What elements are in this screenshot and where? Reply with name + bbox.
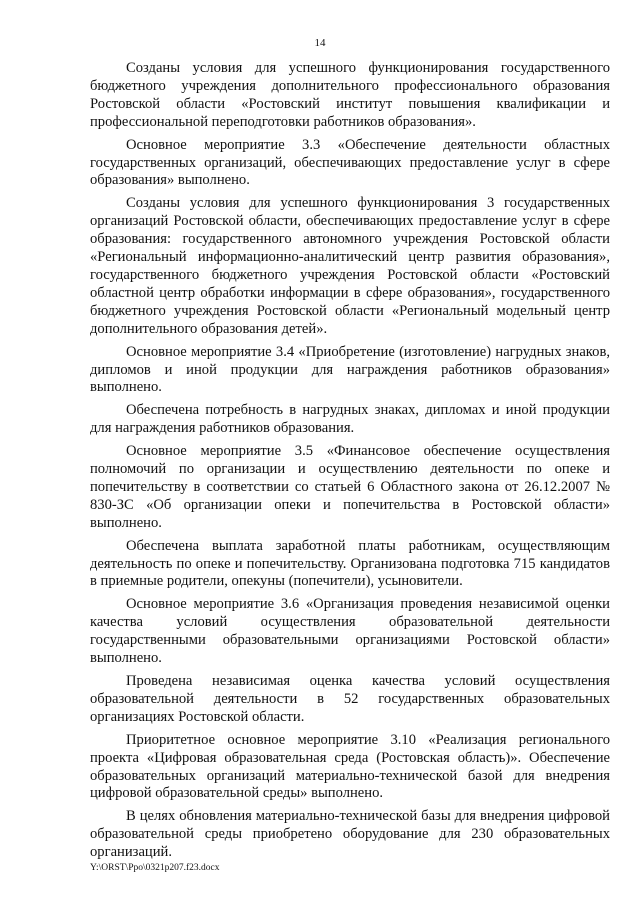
paragraph: Основное мероприятие 3.6 «Организация проведения независимой оценки качества условий осуществления образовательной деятельности государственными образовательными организациями Ростовской области» выполнено. xyxy=(90,596,610,667)
paragraph: Созданы условия для успешного функционирования 3 государственных организаций Ростовской области, обеспечивающих предоставление услуг в сфере образования: государственного автономного учреждения Ростовской области «Региональный информационно-аналитический центр развития образования», государственного бюджетного учреждения Ростовской области «Ростовский областной центр обработки информации в сфере образования», государственного бюджетного учреждения Ростовской области «Региональный модельный центр дополнительного образования детей». xyxy=(90,195,610,337)
paragraph: Созданы условия для успешного функционирования государственного бюджетного учреждения дополнительного профессионального образования Ростовской области «Ростовский институт повышения квалификации и профессиональной переподготовки работников образования». xyxy=(90,60,610,130)
page-number: 14 xyxy=(314,37,326,49)
paragraph: В целях обновления материально-технической базы для внедрения цифровой образовательной среды приобретено оборудование для 230 образовательных организаций. xyxy=(90,808,610,861)
paragraph: Обеспечена потребность в нагрудных знаках, дипломах и иной продукции для награждения работников образования. xyxy=(90,402,610,437)
file-path-footer: Y:\ORST\Ppo\0321p207.f23.docx xyxy=(90,863,220,873)
paragraph: Основное мероприятие 3.4 «Приобретение (изготовление) нагрудных знаков, дипломов и иной продукции для награждения работников образования» выполнено. xyxy=(90,343,610,396)
document-body xyxy=(90,60,610,867)
paragraph: Проведена независимая оценка качества условий осуществления образовательной деятельности в 52 государственных образовательных организациях Ростовской области. xyxy=(90,673,610,725)
paragraph: Основное мероприятие 3.5 «Финансовое обеспечение осуществления полномочий по организации и осуществлению деятельности по опеке и попечительству в соответствии со статьей 6 Областного закона от 26.12.2007 № 830-ЗС «Об организации опеки и попечительства в Ростовской области» выполнено. xyxy=(90,443,610,531)
paragraph: Обеспечена выплата заработной платы работникам, осуществляющим деятельность по опеке и попечительству. Организована подготовка 715 кандидатов в приемные родители, опекуны (попечители), усыновители. xyxy=(90,537,610,590)
paragraph: Основное мероприятие 3.3 «Обеспечение деятельности областных государственных организаций, обеспечивающих предоставление услуг в сфере образования» выполнено. xyxy=(90,136,610,189)
paragraph: Приоритетное основное мероприятие 3.10 «Реализация регионального проекта «Цифровая образовательная среда (Ростовская область)». Обеспечение образовательных организаций материально-технической базой для внедрения цифровой образовательной среды» выполнено. xyxy=(90,731,610,802)
